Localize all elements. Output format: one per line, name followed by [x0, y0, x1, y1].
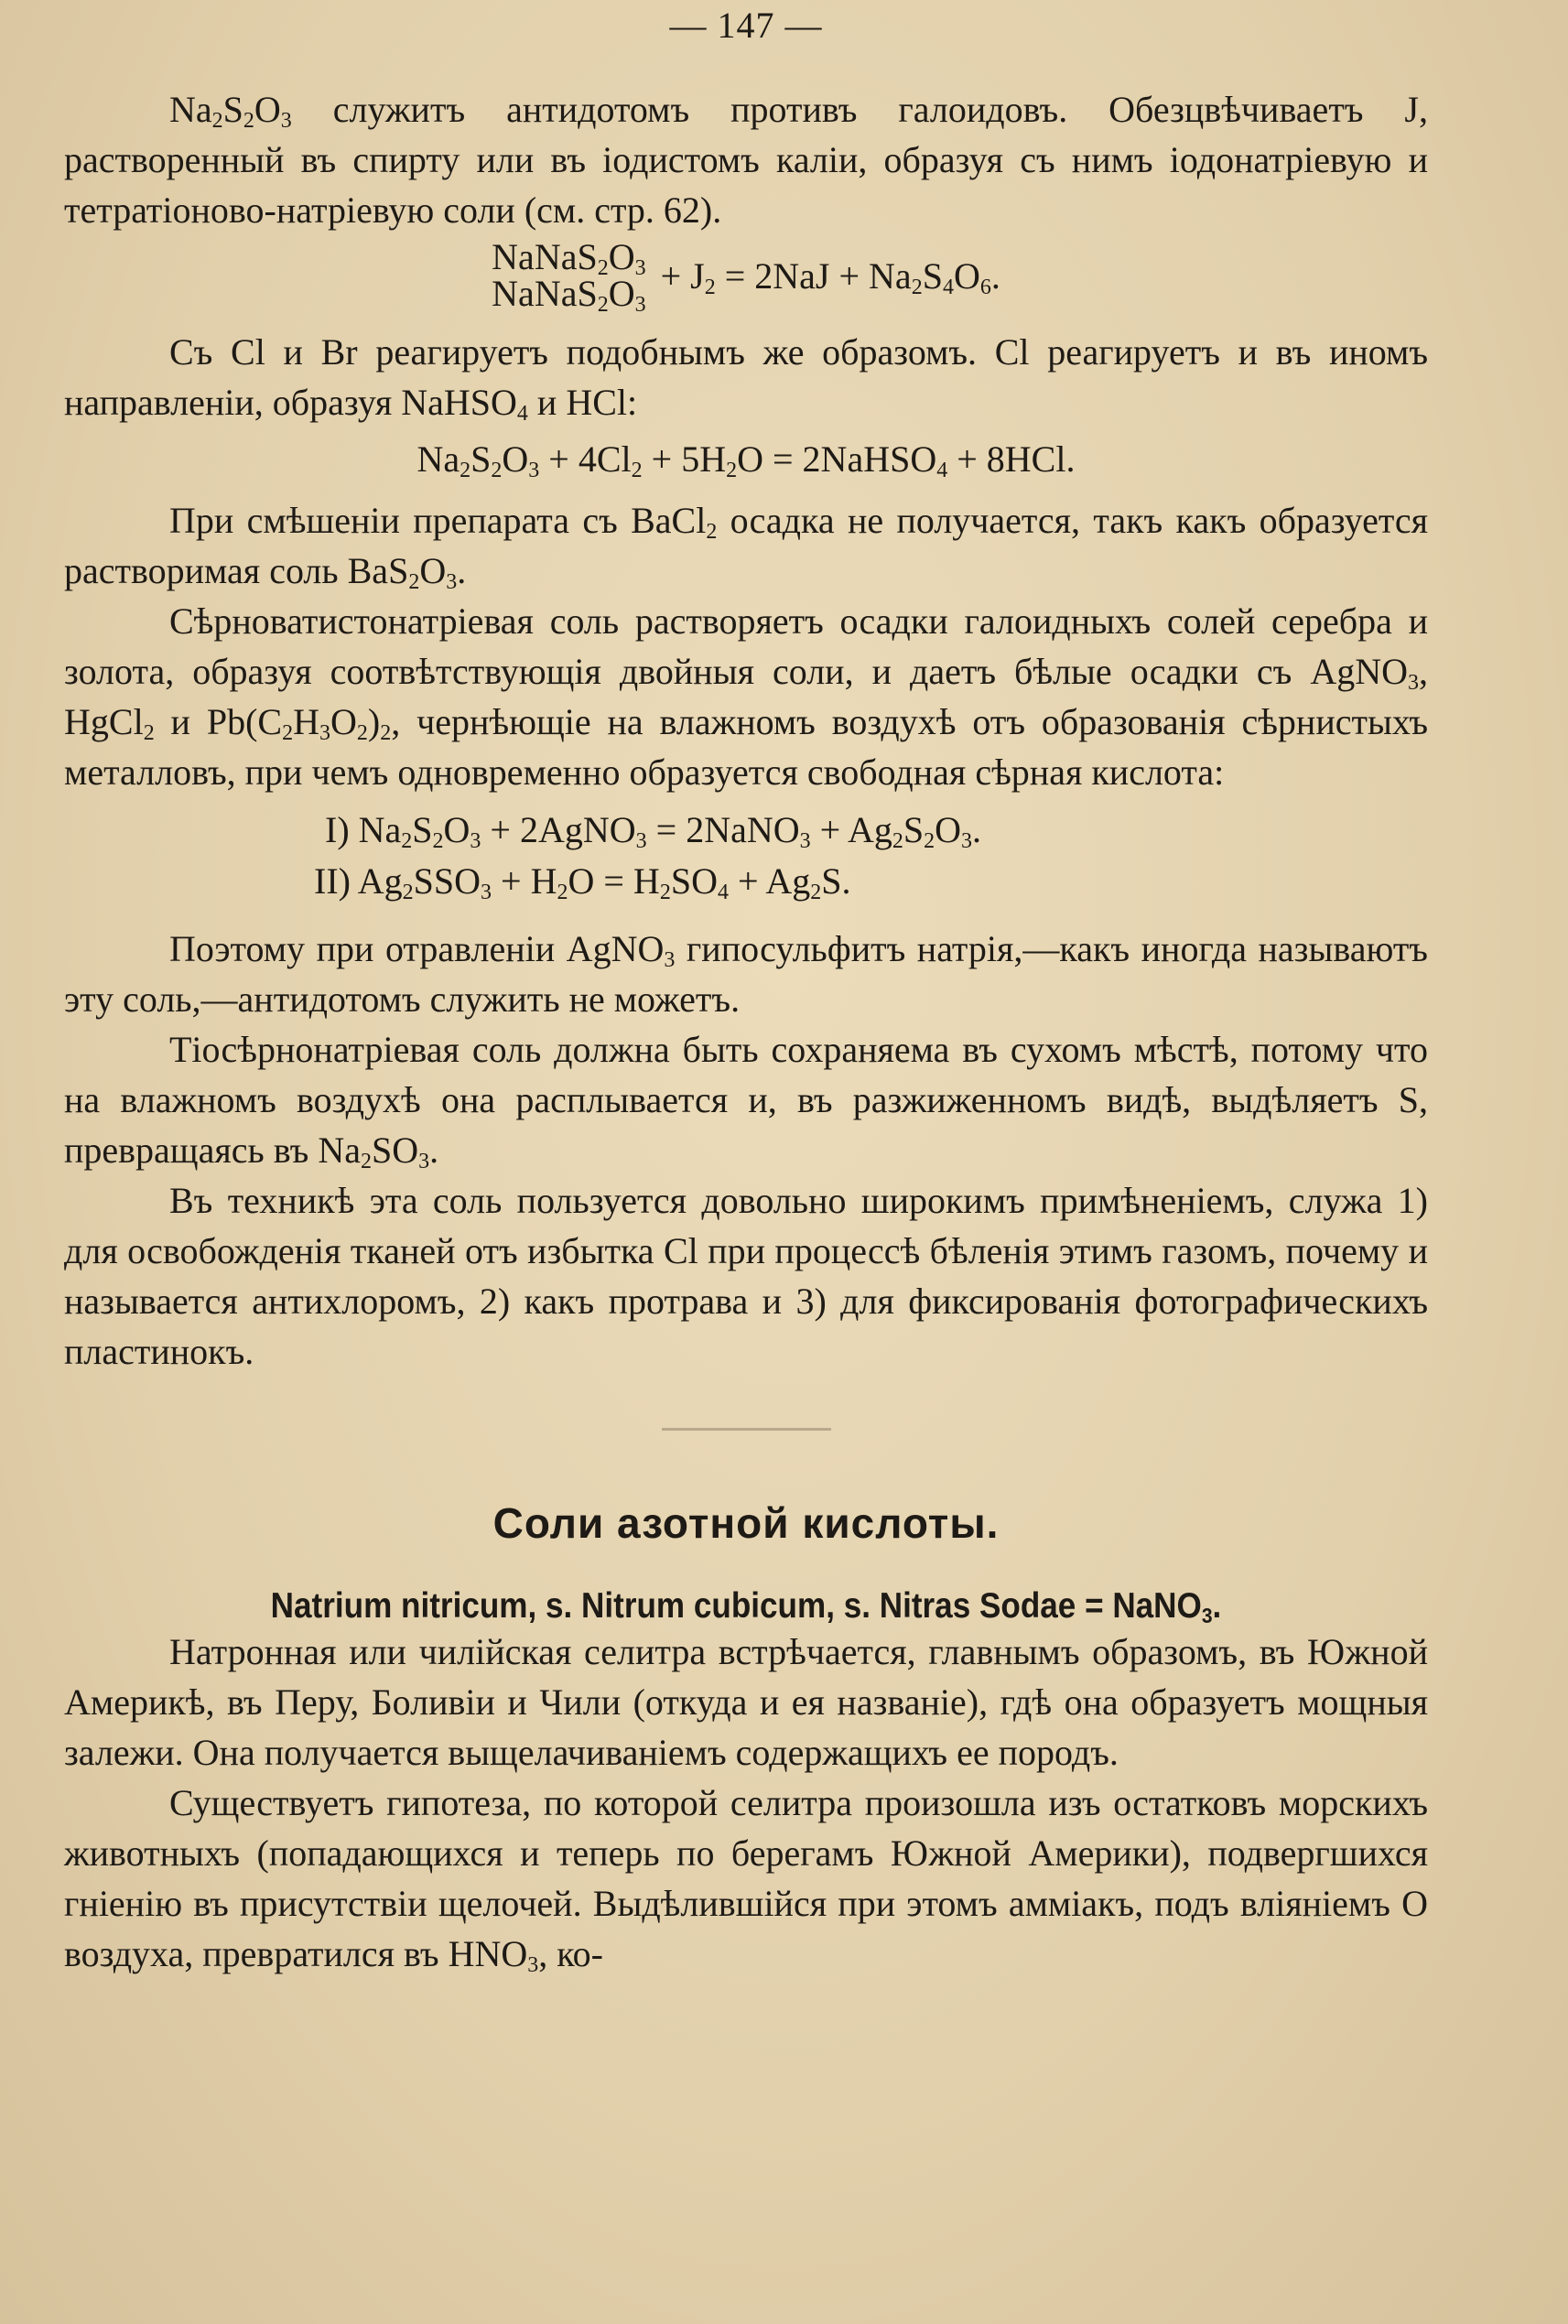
subscript: 3: [319, 721, 330, 745]
subscript: 2: [491, 459, 503, 482]
equation-i: I) $Na_2S_2O_3$ + 2AgNO$_3$ = 2NaNO$_3$ + $Ag_2S_2O_3$.: [325, 809, 982, 853]
paragraph: $Na_2S_2O_3$ служитъ антидотомъ противъ галоидовъ. Обезцвѣчиваетъ J, растворенный въ спирту или въ іодистомъ каліи, образуя съ нимъ іодонатріевую и тетратіоново-натріевую соли (см. стр. 62).: [64, 89, 1428, 231]
subscript: 3: [635, 829, 647, 853]
subscript: 2: [597, 256, 609, 280]
subscript: 3: [664, 948, 676, 972]
section-divider: [662, 1428, 831, 1431]
subscript: 3: [1408, 671, 1419, 695]
subscript: 3: [634, 256, 646, 280]
section-subheading: Natrium nitricum, s. Nitrum cubicum, s. Nitras Sodae = NaNO$_3$.: [270, 1586, 1222, 1627]
subscript: 6: [979, 275, 991, 299]
subscript: 2: [726, 459, 738, 482]
subscript: 2: [143, 721, 155, 745]
subscript: 2: [211, 109, 223, 133]
subscript: 3: [481, 881, 492, 904]
equation-stack-top: $NaNaS_2O_3$: [492, 236, 646, 280]
subscript: 4: [942, 275, 954, 299]
subscript: 2: [810, 881, 822, 904]
subscript: 3: [528, 459, 540, 482]
subscript: 2: [557, 881, 568, 904]
subscript: 4: [717, 881, 729, 904]
subscript: 2: [911, 275, 923, 299]
page-number: — 147 —: [669, 5, 823, 46]
subscript: 2: [892, 829, 903, 853]
subscript: 2: [460, 459, 471, 482]
paragraph: Натронная или чилійская селитра встрѣчается, главнымъ образомъ, въ Южной Америкѣ, въ Перу, Боливіи и Чили (откуда и ея названіе), гдѣ она образуетъ мощныя залежи. Она получается выщелачиваніемъ содержащихъ ее породъ.: [64, 1631, 1428, 1773]
subscript: 4: [936, 459, 948, 482]
paragraph: Въ техникѣ эта соль пользуется довольно широкимъ примѣненіемъ, служа 1) для освобожденія тканей отъ избытка Cl при процессѣ бѣленія этимъ газомъ, почему и называется антихлоромъ, 2) какъ протрава и 3) для фиксированія фотографическихъ пластинокъ.: [64, 1180, 1428, 1372]
subscript: 3: [634, 293, 646, 317]
subscript: 3: [470, 829, 481, 853]
equation-list: [314, 805, 1428, 907]
subscript: 2: [243, 109, 254, 133]
subscript: 2: [659, 881, 671, 904]
subscript: 3: [1201, 1603, 1213, 1627]
subscript: 4: [516, 402, 528, 426]
subscript: 3: [527, 1953, 539, 1977]
paragraph: При смѣшеніи препарата съ BaCl$_2$ осадка не получается, такъ какъ образуется растворимая соль $BaS_2O_3$.: [64, 500, 1429, 594]
subscript: 2: [360, 1150, 372, 1173]
subscript: 3: [446, 570, 458, 594]
subscript: 2: [704, 275, 716, 299]
subscript: 3: [961, 829, 973, 853]
subscript: 2: [432, 829, 444, 853]
subscript: 2: [282, 721, 294, 745]
subscript: 2: [402, 881, 414, 904]
equation: $Na_2S_2O_3 + 4Cl_2 + 5H_2O$ = 2NaHSO$_4$ + 8HCl.: [416, 438, 1076, 482]
subscript: 2: [356, 721, 368, 745]
paragraph: Съ Cl и Br реагируетъ подобнымъ же образомъ. Cl реагируетъ и въ иномъ направленіи, образуя NaHSO$_4$ и HCl:: [64, 331, 1428, 426]
paragraph: Тіосѣрнонатріевая соль должна быть сохраняема въ сухомъ мѣстѣ, потому что на влажномъ воздухѣ она расплывается и, въ разжиженномъ видѣ, выдѣляетъ S, превращаясь въ $Na_2SO_3$.: [64, 1029, 1428, 1173]
subscript: 2: [597, 293, 609, 317]
equation-ii: II) $Ag_2SSO_3 + H_2O = H_2SO_4 + Ag_2S$.: [314, 860, 851, 904]
subscript: 3: [418, 1150, 430, 1173]
subscript: 3: [799, 829, 811, 853]
page-content: [64, 0, 1428, 1979]
equation: [64, 236, 1428, 317]
subscript: 2: [706, 520, 718, 544]
subscript: 3: [280, 109, 292, 133]
subscript: 2: [401, 829, 413, 853]
equation-stack: [492, 236, 646, 317]
subscript: 2: [631, 459, 643, 482]
paragraph: Поэтому при отравленіи AgNO$_3$ гипосульфитъ натрія,—какъ иногда называютъ эту соль,—антидотомъ служить не можетъ.: [64, 928, 1428, 1020]
paragraph: Существуетъ гипотеза, по которой селитра произошла изъ остатковъ морскихъ животныхъ (попадающихся и теперь по берегамъ Южной Америки), подвергшихся гніенію въ присутствіи щелочей. Выдѣлившійся при этомъ амміакъ, подъ вліяніемъ O воздуха, превратился въ $HNO_3$, ко-: [64, 1782, 1428, 1977]
section-heading: Соли азотной кислоты.: [492, 1499, 1000, 1547]
paragraph: Сѣрноватистонатріевая соль растворяетъ осадки галоидныхъ солей серебра и золота, образуя соотвѣтствующія двойныя соли, и даетъ бѣлые осадки съ AgNO$_3$, HgCl$_2$ и $Pb(C_2H_3O_2)_2$, чернѣющіе на влажномъ воздухѣ отъ образованія сѣрнистыхъ металловъ, при чемъ одновременно образуется свободная сѣрная кислота:: [64, 600, 1429, 793]
equation-stack-bottom: $NaNaS_2O_3$: [492, 273, 646, 317]
subscript: 2: [408, 570, 420, 594]
subscript: 2: [924, 829, 935, 853]
equation-rest: + $J_2 = 2NaJ + Na_2S_4O_6$.: [660, 254, 1000, 299]
subscript: 2: [380, 721, 392, 745]
